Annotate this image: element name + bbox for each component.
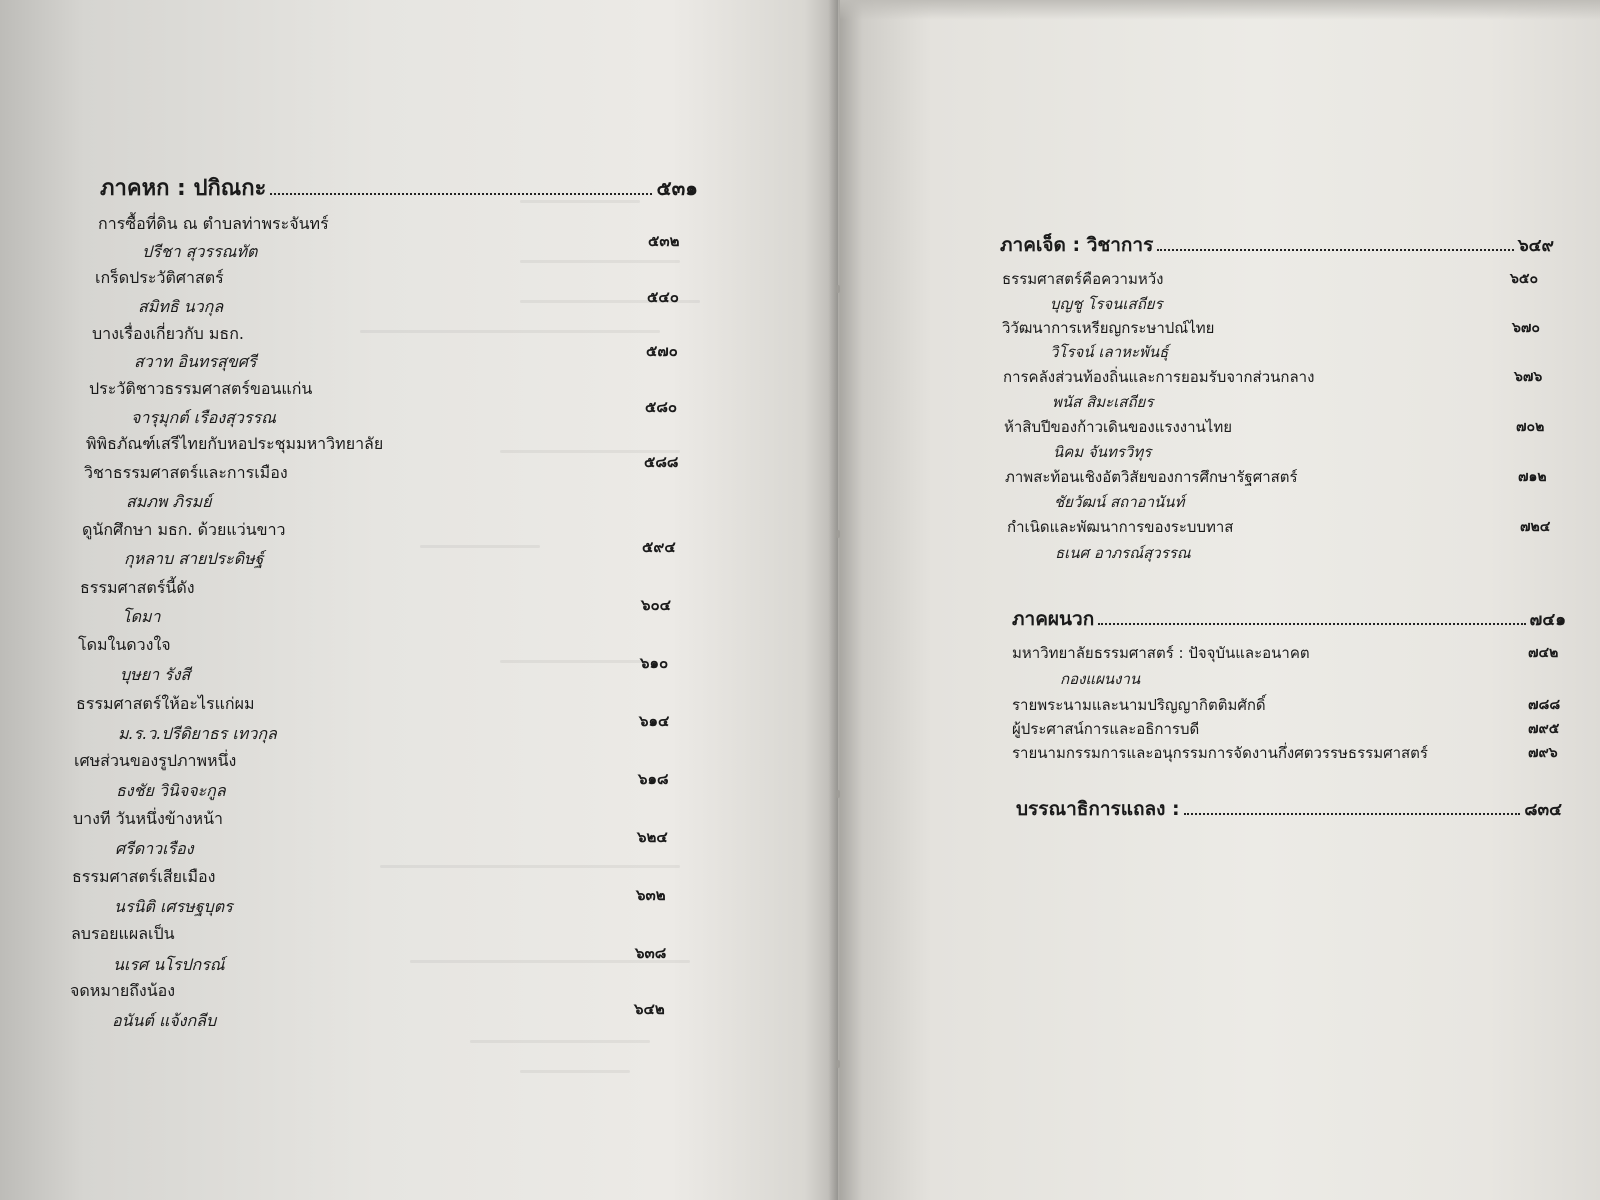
leader-dots [1157, 249, 1514, 251]
entry-page-number: ๗๒๔ [1520, 519, 1551, 535]
entry-author: โดมา [122, 607, 161, 626]
entry-page-number: ๕๓๒ [648, 232, 680, 250]
section-page-number: ๘๓๔ [1524, 800, 1562, 820]
entry-title: ธรรมศาสตร์นี้ดัง [80, 578, 195, 597]
section-page-number: ๖๔๙ [1517, 236, 1554, 256]
entry-page-number: ๖๑๐ [640, 654, 669, 672]
entry-title: ภาพสะท้อนเชิงอัตวิสัยของการศึกษารัฐศาสตร์ [1005, 468, 1298, 486]
entry-page-number: ๗๑๒ [1518, 469, 1547, 485]
section-title: ภาคผนวก [1012, 608, 1095, 630]
entry-author: ธงชัย วินิจจะกูล [116, 781, 226, 800]
entry-title: วิวัฒนาการเหรียญกระษาปณ์ไทย [1002, 319, 1215, 337]
entry-page-number: ๖๑๔ [639, 712, 670, 730]
entry-author: จารุมุกต์ เรืองสุวรรณ [131, 408, 276, 427]
entry-author: อนันต์ แจ้งกลีบ [112, 1011, 217, 1030]
entry-title: ผู้ประศาสน์การและอธิการบดี [1012, 720, 1200, 738]
entry-page-number: ๖๔๒ [634, 1000, 665, 1018]
entry-author: บุษยา รังสี [120, 665, 191, 684]
entry-author: พนัส สิมะเสถียร [1052, 393, 1154, 411]
entry-page-number: ๖๒๔ [637, 828, 668, 846]
entry-title: เศษส่วนของรูปภาพหนึ่ง [74, 751, 237, 770]
leader-dots [1184, 813, 1521, 815]
right-page [840, 0, 1600, 1200]
entry-author: สวาท อินทรสุขศรี [134, 352, 257, 371]
entry-title: จดหมายถึงน้อง [70, 981, 176, 1000]
entry-page-number: ๗๙๖ [1528, 745, 1558, 761]
entry-title: การคลังส่วนท้องถิ่นและการยอมรับจากส่วนกลาง [1003, 368, 1315, 386]
entry-author: ชัยวัฒน์ สถาอานันท์ [1054, 493, 1185, 511]
entry-page-number: ๗๐๒ [1516, 419, 1545, 435]
entry-page-number: ๕๘๐ [645, 398, 678, 416]
entry-page-number: ๖๐๔ [641, 596, 672, 614]
entry-page-number: ๗๔๒ [1528, 645, 1559, 661]
entry-page-number: ๗๘๘ [1528, 697, 1561, 713]
entry-author: กองแผนงาน [1060, 670, 1141, 688]
entry-page-number: ๖๓๘ [635, 944, 667, 962]
entry-title: บางเรื่องเกี่ยวกับ มธก. [92, 324, 244, 343]
section-title: ภาคเจ็ด : วิชาการ [1000, 234, 1154, 256]
entry-author: วิโรจน์ เลาหะพันธุ์ [1050, 343, 1169, 361]
entry-author: ม.ร.ว.ปรีดิยาธร เทวกุล [118, 724, 277, 743]
entry-title: รายพระนามและนามปริญญากิตติมศักดิ์ [1012, 696, 1266, 714]
entry-title: โดมในดวงใจ [78, 635, 171, 654]
entry-page-number: ๖๗๖ [1514, 369, 1543, 385]
entry-author: สมิทธิ นวกุล [138, 297, 224, 316]
entry-author: ปรีชา สุวรรณทัต [142, 242, 258, 261]
section-header-editorial [1016, 800, 1562, 819]
entry-page-number: ๕๘๘ [644, 453, 679, 471]
entry-page-number: ๖๕๐ [1510, 271, 1539, 287]
entry-author: นิคม จันทรวิทุร [1053, 443, 1152, 461]
entry-author: นเรศ นโรปกรณ์ [113, 955, 225, 974]
entry-page-number: ๖๓๒ [636, 886, 666, 904]
section-header-part7 [1000, 236, 1554, 255]
entry-title: ดูนักศึกษา มธก. ด้วยแว่นขาว [82, 520, 286, 539]
entry-title: พิพิธภัณฑ์เสรีไทยกับหอประชุมมหาวิทยาลัย [86, 434, 384, 453]
entry-title: เกร็ดประวัติศาสตร์ [95, 268, 224, 287]
entry-author: นรนิติ เศรษฐบุตร [114, 897, 233, 916]
entry-title: ธรรมศาสตร์คือความหวัง [1002, 270, 1164, 288]
entry-page-number: ๖๗๐ [1512, 320, 1540, 336]
section-page-number: ๗๔๑ [1529, 610, 1566, 630]
entry-title: มหาวิทยาลัยธรรมศาสตร์ : ปัจจุบันและอนาคต [1012, 644, 1310, 662]
section-header-appendix [1012, 610, 1566, 629]
entry-page-number: ๗๙๕ [1528, 721, 1560, 737]
entry-page-number: ๖๑๘ [638, 770, 669, 788]
entry-author: ธเนศ อาภรณ์สุวรรณ [1055, 544, 1191, 562]
section-title: ภาคหก : ปกิณกะ [100, 176, 267, 201]
leader-dots [1098, 623, 1525, 625]
entry-author: ศรีดาวเรือง [115, 839, 194, 858]
entry-page-number: ๕๔๐ [647, 288, 679, 306]
entry-title: ห้าสิบปีของก้าวเดินของแรงงานไทย [1004, 418, 1233, 436]
entry-title: วิชาธรรมศาสตร์และการเมือง [84, 463, 288, 482]
entry-title: รายนามกรรมการและอนุกรรมการจัดงานกึ่งศตวรรษธรรมศาสตร์ [1012, 744, 1428, 762]
entry-page-number: ๕๙๔ [642, 538, 676, 556]
leader-dots [270, 193, 652, 195]
entry-page-number: ๕๗๐ [646, 342, 678, 360]
entry-author: บุญชู โรจนเสถียร [1050, 295, 1163, 313]
entry-title: กำเนิดและพัฒนาการของระบบทาส [1007, 518, 1234, 536]
section-title: บรรณาธิการแถลง : [1016, 798, 1180, 820]
section-page-number: ๕๓๑ [656, 176, 698, 200]
entry-title: ธรรมศาสตร์เสียเมือง [72, 867, 216, 886]
entry-title: ประวัติชาวธรรมศาสตร์ขอนแก่น [89, 379, 313, 398]
entry-title: ลบรอยแผลเป็น [71, 924, 175, 943]
entry-title: ธรรมศาสตร์ให้อะไรแก่ผม [76, 694, 255, 713]
section-header-part6 [100, 178, 698, 200]
entry-author: กุหลาบ สายประดิษฐ์ [124, 549, 264, 568]
entry-title: บางที วันหนึ่งข้างหน้า [73, 809, 224, 828]
entry-author: สมภพ ภิรมย์ [126, 492, 212, 511]
entry-title: การซื้อที่ดิน ณ ตำบลท่าพระจันทร์ [98, 214, 329, 233]
